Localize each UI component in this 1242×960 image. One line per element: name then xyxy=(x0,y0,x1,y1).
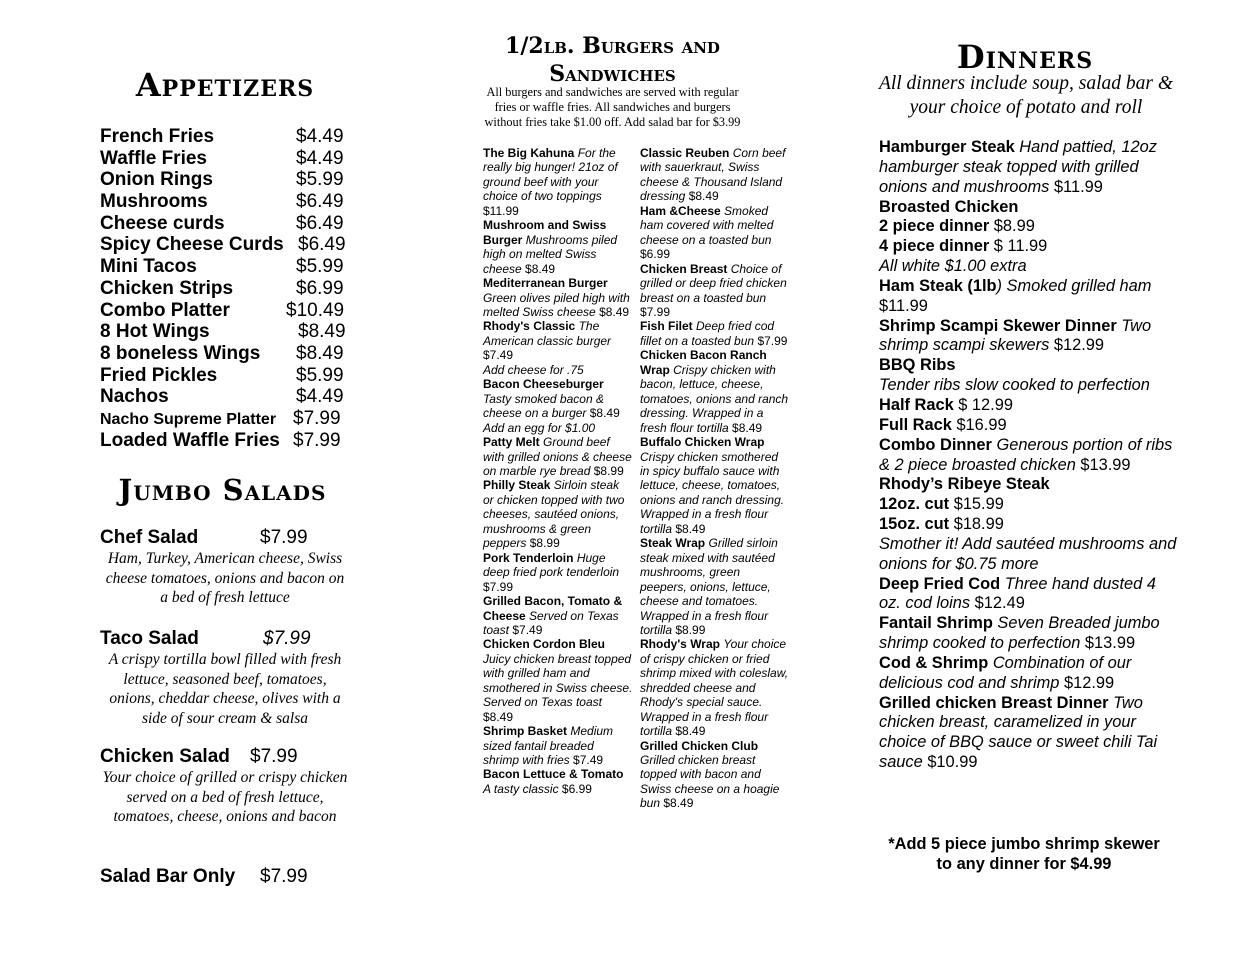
menu-item xyxy=(100,191,350,213)
item-description: Tender ribs slow cooked to perfection xyxy=(879,376,1150,395)
item-description: A tasty classic xyxy=(483,781,559,796)
menu-item xyxy=(100,256,350,278)
menu-item xyxy=(879,257,1179,277)
item-name: Bacon Lettuce & Tomato xyxy=(483,767,624,782)
burgers-title-line: Sandwiches xyxy=(549,61,676,87)
item-name: Salad Bar Only xyxy=(100,866,236,887)
item-price: $7.99 xyxy=(260,527,308,548)
item-name: Chicken Bacon Ranch Wrap xyxy=(640,348,767,377)
item-name: Rhody's Wrap xyxy=(640,637,720,652)
item-price: $7.99 xyxy=(293,407,341,429)
item-price: $10.49 xyxy=(286,299,345,321)
appetizers-list xyxy=(100,126,350,451)
burgers-title-line: 1/2lb. Burgers and xyxy=(505,33,720,59)
footer-line: *Add 5 piece jumbo shrimp skewer xyxy=(888,835,1160,853)
menu-item xyxy=(483,594,633,637)
item-price: $7.99 xyxy=(483,579,514,594)
menu-item xyxy=(640,637,790,738)
item-name: Cod & Shrimp xyxy=(879,653,989,672)
item-name: Philly Steak xyxy=(483,478,551,493)
item-name: Chicken Breast xyxy=(640,261,728,276)
item-price: $8.49 xyxy=(599,304,630,319)
item-description: Huge deep fried pork tenderloin xyxy=(483,550,620,580)
menu-item xyxy=(100,386,350,408)
item-description: Sirloin steak or chicken topped with two cheeses, sautéed onions, mushrooms & green peppers xyxy=(483,478,625,551)
item-price: $7.49 xyxy=(573,753,604,768)
item-price: $ 11.99 xyxy=(993,237,1048,256)
item-description: Crispy chicken smothered in spicy buffalo sauce with lettuce, cheese, tomatoes, onions and ranch dressing. Wrapped in a fresh flour tortilla xyxy=(640,449,785,536)
menu-item xyxy=(483,218,633,276)
item-description: Ground beef with grilled onions & cheese on marble rye bread xyxy=(483,435,632,478)
item-description: Crispy chicken with bacon, lettuce, cheese, tomatoes, onions and ranch dressing. Wrapped in a fresh flour tortilla xyxy=(640,362,789,435)
menu-item xyxy=(100,343,350,365)
item-price: $15.99 xyxy=(953,495,1004,514)
menu-item xyxy=(640,204,790,262)
item-description: Smother it! Add sautéed mushrooms and onions for $0.75 more xyxy=(879,534,1177,573)
item-name: Chicken Cordon Bleu xyxy=(483,637,606,652)
item-price: $11.99 xyxy=(879,296,928,315)
menu-item xyxy=(100,300,350,322)
item-name: Chef Salad xyxy=(100,527,199,548)
item-description: Ham, Turkey, American cheese, Swiss cheese tomatoes, onions and bacon on a bed of fresh lettuce xyxy=(105,550,345,607)
item-price: $8.49 xyxy=(589,406,620,421)
menu-item xyxy=(879,217,1179,237)
item-price: $7.99 xyxy=(260,866,308,887)
item-description: For the really big hunger! 21oz of ground beef with your choice of two toppings xyxy=(483,146,618,204)
footer-line: to any dinner for $4.99 xyxy=(936,855,1112,873)
item-price: $12.99 xyxy=(1063,673,1115,692)
item-price: $7.99 xyxy=(757,333,788,348)
item-price: $12.99 xyxy=(1053,336,1105,355)
menu-item xyxy=(879,356,1179,376)
item-name: Mushrooms xyxy=(100,191,208,213)
menu-item xyxy=(100,321,350,343)
item-price: $6.49 xyxy=(298,234,346,256)
menu-item xyxy=(640,739,790,811)
item-name: Classic Reuben xyxy=(640,146,730,160)
item-price: $4.49 xyxy=(296,386,344,408)
menu-item xyxy=(483,551,633,594)
item-name: Rhody's Classic xyxy=(483,319,576,334)
menu-item xyxy=(879,654,1179,694)
item-name: Pork Tenderloin xyxy=(483,550,574,565)
item-name: Rhody’s Ribeye Steak xyxy=(879,475,1050,494)
item-description: Your choice of crispy chicken or fried shrimp mixed with coleslaw, shredded cheese and Rhody's special sauce. Wrapped in a fresh flour tortilla xyxy=(640,637,789,739)
item-price: $7.99 xyxy=(640,304,671,319)
item-price: $8.49 xyxy=(525,261,556,276)
item-name: Fried Pickles xyxy=(100,364,218,386)
item-name: French Fries xyxy=(100,126,215,147)
menu-item xyxy=(100,126,350,148)
item-name: Bacon Cheeseburger xyxy=(483,377,604,392)
item-name: Fantail Shrimp xyxy=(879,614,993,633)
item-description: Grilled sirloin steak mixed with sautéed mushrooms, green peepers, onions, lettuce, cheese and tomatoes. Wrapped in a fresh flour tortilla xyxy=(640,536,778,637)
salad-item xyxy=(100,866,350,888)
salad-item xyxy=(100,628,350,728)
menu-item xyxy=(100,234,350,256)
menu-item xyxy=(100,408,350,430)
item-price: $8.49 xyxy=(298,321,346,343)
item-price: $ 12.99 xyxy=(958,395,1013,414)
item-price: $4.49 xyxy=(296,126,344,147)
burgers-title xyxy=(470,32,755,88)
item-name: Loaded Waffle Fries xyxy=(100,429,280,451)
item-name: Cheese curds xyxy=(100,212,225,234)
item-name: Shrimp Scampi Skewer Dinner xyxy=(879,316,1117,335)
salad-item xyxy=(100,527,350,608)
dinners-list xyxy=(879,138,1179,773)
menu-item xyxy=(640,262,790,320)
item-description: Grilled chicken breast topped with bacon and Swiss cheese on a hoagie bun xyxy=(640,753,780,811)
burgers-column-left xyxy=(483,146,633,796)
menu-item xyxy=(100,213,350,235)
menu-item xyxy=(879,376,1179,396)
item-name: Grilled chicken Breast Dinner xyxy=(879,693,1109,712)
item-price: $8.49 xyxy=(732,420,763,435)
item-description: Medium sized fantail breaded shrimp with fries xyxy=(483,724,614,768)
item-name: The Big Kahuna xyxy=(483,146,575,160)
menu-item xyxy=(640,348,790,435)
item-price: $13.99 xyxy=(1084,634,1136,653)
item-description: All white $1.00 extra xyxy=(879,257,1027,276)
item-description: Deep fried cod fillet on a toasted bun xyxy=(640,319,775,348)
salad-item xyxy=(100,746,350,827)
item-name: Chicken Strips xyxy=(100,277,234,299)
menu-item xyxy=(879,198,1179,218)
item-name: Hamburger Steak xyxy=(879,138,1015,156)
menu-item xyxy=(879,277,1179,317)
menu-item xyxy=(879,396,1179,416)
item-price: $7.99 xyxy=(263,628,311,649)
item-name: Mini Tacos xyxy=(100,256,197,278)
menu-item xyxy=(879,694,1179,773)
item-description: Served on Texas toast xyxy=(483,608,619,637)
item-description: Tasty smoked bacon & cheese on a burger xyxy=(483,391,604,421)
item-price: $6.99 xyxy=(561,781,592,796)
item-name: 2 piece dinner xyxy=(879,217,990,236)
item-price: $8.49 xyxy=(675,521,706,536)
menu-item xyxy=(100,278,350,300)
item-price: $8.49 xyxy=(688,189,719,204)
item-name: Onion Rings xyxy=(100,169,213,191)
appetizers-title: Appetizers xyxy=(135,66,315,104)
item-description: Mushrooms piled high on melted Swiss cheese xyxy=(483,232,618,276)
menu-item xyxy=(483,377,633,435)
item-price: $8.49 xyxy=(675,724,706,739)
item-name: Half Rack xyxy=(879,395,954,414)
item-description: Juicy chicken breast topped with grilled ham and smothered in Swiss cheese. Served on Texas toast xyxy=(483,651,633,710)
item-description: A crispy tortilla bowl filled with fresh lettuce, seasoned beef, tomatoes, onions, cheddar cheese, olives with a side of sour cream & salsa xyxy=(108,651,342,727)
menu-item xyxy=(879,237,1179,257)
item-name: Nacho Supreme Platter xyxy=(100,410,277,428)
menu-item xyxy=(640,146,790,204)
item-description: Choice of grilled or deep fried chicken breast on a toasted bun xyxy=(640,261,787,305)
item-description: Hand pattied, 12oz hamburger steak topped with grilled onions and mushrooms xyxy=(879,138,1157,196)
menu-item xyxy=(483,435,633,478)
menu-item xyxy=(483,637,633,724)
item-price: $5.99 xyxy=(296,169,344,191)
item-name: Fish Filet xyxy=(640,319,693,334)
item-description: Three hand dusted 4 oz. cod loins xyxy=(879,574,1156,613)
menu-item xyxy=(483,724,633,767)
item-description: Generous portion of ribs & 2 piece broasted chicken xyxy=(879,435,1173,474)
item-name: 4 piece dinner xyxy=(879,237,990,256)
menu-item xyxy=(879,416,1179,436)
item-price: $7.49 xyxy=(483,348,514,363)
dinners-title: Dinners xyxy=(956,38,1094,76)
item-price: $6.49 xyxy=(296,212,344,234)
item-name: Grilled Bacon, Tomato & Cheese xyxy=(483,594,623,623)
item-name: Broasted Chicken xyxy=(879,197,1019,216)
item-price: $8.99 xyxy=(529,536,560,551)
item-name: Ham &Cheese xyxy=(640,203,721,218)
item-price: $5.99 xyxy=(296,256,344,278)
menu-item xyxy=(879,138,1179,198)
item-name: Deep Fried Cod xyxy=(879,574,1001,593)
item-name: Combo Platter xyxy=(100,299,230,321)
dinners-note: All dinners include soup, salad bar & your choice of potato and roll xyxy=(878,73,1174,118)
item-name: Taco Salad xyxy=(100,628,199,649)
menu-item xyxy=(483,319,633,377)
item-price: $6.99 xyxy=(296,277,344,299)
item-description: ) Smoked grilled ham xyxy=(996,276,1152,295)
item-extra: Add an egg for $1.00 xyxy=(483,420,596,435)
menu-item xyxy=(483,478,633,550)
menu-item xyxy=(879,575,1179,615)
menu-item xyxy=(483,767,633,796)
item-price: $4.49 xyxy=(296,147,344,169)
item-description: Your choice of grilled or crispy chicken served on a bed of fresh lettuce, tomatoes, cheese, onions and bacon xyxy=(102,769,348,826)
item-name: Chicken Salad xyxy=(100,746,230,767)
item-description: Smoked ham covered with melted cheese on a toasted bun xyxy=(640,203,774,247)
item-price: $8.49 xyxy=(483,709,514,724)
item-name: Nachos xyxy=(100,386,169,408)
item-description: Two shrimp scampi skewers xyxy=(879,316,1152,355)
item-name: 8 boneless Wings xyxy=(100,342,261,364)
item-name: 8 Hot Wings xyxy=(100,321,210,343)
item-description: Seven Breaded jumbo shrimp cooked to perfection xyxy=(879,614,1160,653)
item-name: Buffalo Chicken Wrap xyxy=(640,435,765,450)
menu-item xyxy=(879,475,1179,495)
item-name: Spicy Cheese Curds xyxy=(100,234,284,256)
item-price: $6.99 xyxy=(640,247,671,262)
item-price: $11.99 xyxy=(1053,177,1103,196)
item-price: $5.99 xyxy=(296,364,344,386)
item-name: Steak Wrap xyxy=(640,536,706,551)
menu-item xyxy=(640,319,790,348)
item-name: Combo Dinner xyxy=(879,435,992,454)
item-price: $11.99 xyxy=(483,203,519,218)
item-name: 12oz. cut xyxy=(879,495,950,514)
item-description: Corn beef with sauerkraut, Swiss cheese & Thousand Island dressing xyxy=(640,146,786,204)
item-name: Full Rack xyxy=(879,415,952,434)
item-description: Combination of our delicious cod and shrimp xyxy=(879,653,1132,692)
item-price: $16.99 xyxy=(956,415,1007,434)
item-price: $7.49 xyxy=(512,622,543,637)
item-name: Ham Steak (1lb xyxy=(879,276,997,295)
item-price: $8.49 xyxy=(663,796,694,811)
item-price: $12.49 xyxy=(974,594,1025,613)
item-description: Two chicken breast, caramelized in your choice of BBQ sauce or sweet chili Tai sauce xyxy=(879,693,1158,772)
item-price: $7.99 xyxy=(250,746,298,767)
item-name: BBQ Ribs xyxy=(879,356,956,375)
menu-item xyxy=(100,430,350,452)
item-name: Shrimp Basket xyxy=(483,724,568,739)
menu-item xyxy=(879,317,1179,357)
menu-item xyxy=(879,614,1179,654)
menu-item xyxy=(100,365,350,387)
menu-item xyxy=(879,495,1179,515)
item-extra: Add cheese for .75 xyxy=(483,362,584,377)
menu-item xyxy=(483,276,633,319)
menu-item xyxy=(100,148,350,170)
dinners-footer xyxy=(872,834,1176,874)
item-price: $8.99 xyxy=(675,622,706,637)
item-name: Waffle Fries xyxy=(100,147,207,169)
item-price: $10.99 xyxy=(927,753,978,772)
item-price: $13.99 xyxy=(1080,455,1131,474)
menu-item xyxy=(483,146,633,218)
burgers-column-right xyxy=(640,146,790,811)
menu-item xyxy=(879,515,1179,535)
item-name: 15oz. cut xyxy=(879,515,950,534)
menu-item xyxy=(640,435,790,536)
item-name: Grilled Chicken Club xyxy=(640,738,759,753)
menu-item xyxy=(640,536,790,637)
burgers-note: All burgers and sandwiches are served with regular fries or waffle fries. All sandwiches and burgers without fries take $1.00 off. Add salad bar for $3.99 xyxy=(484,85,741,129)
item-name: Patty Melt xyxy=(483,435,540,450)
item-name: Mushroom and Swiss Burger xyxy=(483,218,607,247)
item-description: The American classic burger xyxy=(483,319,612,348)
item-price: $6.49 xyxy=(296,191,344,213)
menu-item xyxy=(879,436,1179,476)
item-name: Mediterranean Burger xyxy=(483,276,608,291)
item-price: $8.99 xyxy=(593,463,624,478)
salads-title: Jumbo Salads xyxy=(118,473,327,507)
item-price: $8.49 xyxy=(296,342,344,364)
item-price: $7.99 xyxy=(293,429,341,451)
menu-item xyxy=(879,535,1179,575)
item-price: $18.99 xyxy=(953,515,1004,534)
item-description: Green olives piled high with melted Swiss cheese xyxy=(483,290,630,319)
menu-item xyxy=(100,169,350,191)
item-price: $8.99 xyxy=(993,217,1035,236)
